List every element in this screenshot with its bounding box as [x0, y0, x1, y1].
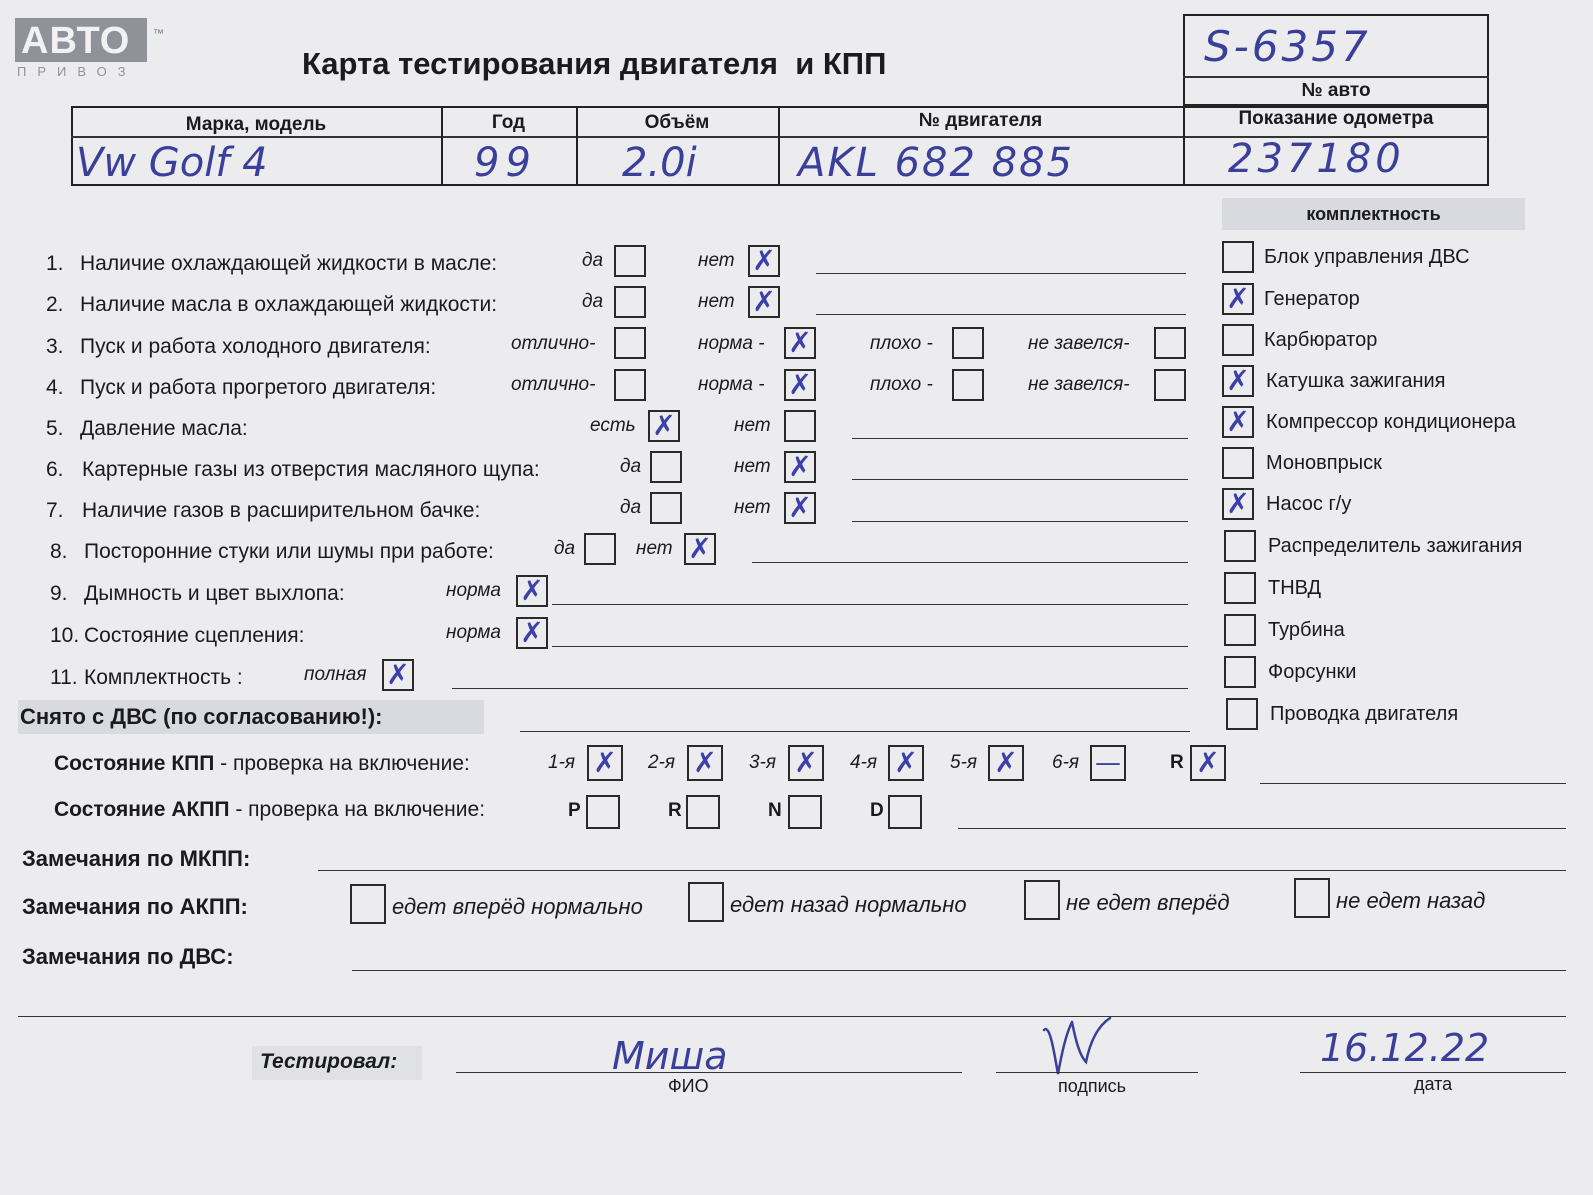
logo-tm: ™	[153, 28, 164, 40]
option-label: да	[554, 538, 576, 559]
checkbox-no-start[interactable]	[1154, 327, 1186, 359]
checkbox-no-start[interactable]	[1154, 369, 1186, 401]
completeness-item: Моновпрыск	[1266, 452, 1382, 474]
checkbox-net[interactable]	[784, 492, 816, 524]
completeness-item: Генератор	[1264, 288, 1360, 310]
check-text: Состояние сцепления:	[84, 624, 305, 647]
check-text: Пуск и работа прогретого двигателя:	[80, 376, 437, 399]
checkbox-yes[interactable]	[648, 410, 680, 442]
volume-label: Объём	[644, 112, 710, 133]
check-number: 8.	[50, 540, 68, 563]
akpp-option-label: не едет назад	[1336, 888, 1486, 913]
check-text: Картерные газы из отверстия масляного щупа:	[82, 458, 540, 481]
odometer-value: 237180	[1228, 136, 1405, 182]
check-number: 10.	[50, 624, 80, 647]
logo-sub: ПРИВОЗ	[17, 64, 137, 79]
check-number: 4.	[46, 376, 64, 399]
completeness-checkbox[interactable]	[1222, 488, 1254, 520]
completeness-item: Проводка двигателя	[1270, 703, 1459, 725]
check-text: Наличие газов в расширительном бачке:	[82, 499, 481, 522]
completeness-checkbox[interactable]	[1222, 406, 1254, 438]
x-mark-icon: ✗	[788, 450, 812, 483]
option-label: отлично-	[511, 374, 596, 395]
x-mark-icon: ✗	[788, 491, 812, 524]
completeness-checkbox[interactable]	[1224, 572, 1256, 604]
checkbox-da[interactable]	[614, 286, 646, 318]
odometer-label: Показание одометра	[1238, 108, 1434, 129]
logo-main: АВТО	[21, 20, 131, 62]
checkbox-da[interactable]	[614, 245, 646, 277]
option-label: да	[620, 456, 642, 477]
mkpp-label-rest: - проверка на включение:	[214, 752, 470, 775]
checkbox-full[interactable]	[382, 659, 414, 691]
car-number-value: S-6357	[1204, 22, 1371, 71]
akpp-option-label: едет вперёд нормально	[392, 894, 643, 919]
mode-label: N	[768, 800, 782, 821]
option-label: нет	[698, 291, 735, 312]
check-number: 11.	[50, 666, 78, 689]
checkbox-net[interactable]	[684, 533, 716, 565]
gear-label: 4-я	[850, 752, 878, 773]
completeness-checkbox[interactable]	[1222, 447, 1254, 479]
mode-label: R	[668, 800, 682, 821]
gear-6-checkbox[interactable]	[1090, 745, 1126, 781]
x-mark-icon: ✗	[1226, 282, 1250, 315]
completeness-item: Турбина	[1268, 619, 1345, 641]
mode-label: D	[870, 800, 884, 821]
check-text: Пуск и работа холодного двигателя:	[80, 335, 431, 358]
checkbox-net[interactable]	[748, 245, 780, 277]
option-label: плохо -	[870, 333, 933, 354]
x-mark-icon: ✗	[1196, 746, 1220, 779]
completeness-item: Насос г/у	[1266, 493, 1352, 515]
x-mark-icon: ✗	[593, 746, 617, 779]
check-text: Наличие масла в охлаждающей жидкости:	[80, 293, 498, 316]
akpp-option-label: не едет вперёд	[1066, 890, 1230, 915]
remarks-dvs-label: Замечания по ДВС:	[22, 944, 234, 969]
akpp-no-back-checkbox[interactable]	[1294, 878, 1330, 918]
checkbox-excellent[interactable]	[614, 369, 646, 401]
gear-4-checkbox[interactable]	[888, 745, 924, 781]
checkbox-normal[interactable]	[516, 617, 548, 649]
mode-n-checkbox[interactable]	[788, 795, 822, 829]
check-number: 6.	[46, 458, 64, 481]
checkbox-da[interactable]	[584, 533, 616, 565]
mode-d-checkbox[interactable]	[888, 795, 922, 829]
option-label: не завелся-	[1028, 333, 1130, 354]
akpp-label-rest: - проверка на включение:	[229, 798, 486, 821]
mode-r-checkbox[interactable]	[686, 795, 720, 829]
completeness-checkbox[interactable]	[1222, 365, 1254, 397]
checkbox-normal[interactable]	[516, 575, 548, 607]
gear-label: 1-я	[548, 752, 576, 773]
gear-label: R	[1170, 752, 1184, 773]
completeness-item: Компрессор кондиционера	[1266, 411, 1516, 433]
year-value: 99	[474, 140, 537, 186]
option-label: норма -	[698, 374, 765, 395]
volume-value: 2.0i	[622, 140, 697, 186]
year-label: Год	[491, 112, 526, 133]
completeness-item: Катушка зажигания	[1266, 370, 1446, 392]
x-mark-icon: ✗	[1226, 487, 1250, 520]
option-label: да	[620, 497, 642, 518]
check-number: 9.	[50, 582, 68, 605]
checkbox-excellent[interactable]	[614, 327, 646, 359]
x-mark-icon: ✗	[894, 746, 918, 779]
remarks-mkpp-label: Замечания по МКПП:	[22, 846, 251, 871]
option-label: норма	[446, 580, 501, 601]
x-mark-icon: ✗	[994, 746, 1018, 779]
fio-label: ФИО	[668, 1076, 709, 1096]
x-mark-icon: ✗	[788, 368, 812, 401]
option-label: нет	[734, 497, 771, 518]
checkbox-bad[interactable]	[952, 327, 984, 359]
checkbox-da[interactable]	[650, 492, 682, 524]
option-label: полная	[304, 664, 367, 685]
engine-no-label: № двигателя	[918, 110, 1043, 131]
completeness-item: ТНВД	[1268, 577, 1322, 599]
option-label: да	[582, 291, 604, 312]
completeness-item: Распределитель зажигания	[1268, 535, 1523, 557]
checkbox-normal[interactable]	[784, 369, 816, 401]
gear-1-checkbox[interactable]	[587, 745, 623, 781]
option-label: нет	[636, 538, 673, 559]
gear-label: 2-я	[648, 752, 676, 773]
check-text: Давление масла:	[80, 417, 248, 440]
option-label: норма	[446, 622, 501, 643]
akpp-label	[54, 798, 485, 822]
gear-label: 6-я	[1052, 752, 1080, 773]
completeness-title: комплектность	[1306, 204, 1441, 224]
completeness-item: Форсунки	[1268, 661, 1357, 683]
checkbox-net[interactable]	[784, 451, 816, 483]
completeness-item: Блок управления ДВС	[1264, 246, 1470, 268]
mkpp-label	[54, 752, 470, 776]
logo	[15, 18, 164, 80]
x-mark-icon: ✗	[1226, 364, 1250, 397]
completeness-checkbox[interactable]	[1222, 324, 1254, 356]
check-number: 5.	[46, 417, 64, 440]
mode-p-checkbox[interactable]	[586, 795, 620, 829]
check-number: 7.	[46, 499, 64, 522]
x-mark-icon: ✗	[752, 244, 776, 277]
completeness-checkbox[interactable]	[1226, 698, 1258, 730]
option-label: не завелся-	[1028, 374, 1130, 395]
option-label: нет	[734, 456, 771, 477]
option-label: норма -	[698, 333, 765, 354]
checkbox-da[interactable]	[650, 451, 682, 483]
make-label: Марка, модель	[185, 114, 327, 135]
date-label: дата	[1414, 1074, 1453, 1094]
checkbox-no[interactable]	[784, 410, 816, 442]
fio-value: Миша	[612, 1034, 728, 1078]
check-text: Наличие охлаждающей жидкости в масле:	[80, 252, 498, 275]
checkbox-net[interactable]	[748, 286, 780, 318]
x-mark-icon: ✗	[693, 746, 717, 779]
option-label: есть	[590, 415, 636, 436]
signature-label: подпись	[1058, 1076, 1127, 1096]
akpp-back-ok-checkbox[interactable]	[688, 882, 724, 922]
akpp-option-label: едет назад нормально	[730, 892, 967, 917]
completeness-checkbox[interactable]	[1222, 241, 1254, 273]
check-text: Дымность и цвет выхлопа:	[84, 582, 345, 605]
option-label: нет	[734, 415, 771, 436]
check-text: Посторонние стуки или шумы при работе:	[84, 540, 494, 563]
mkpp-label-bold: Состояние КПП	[54, 752, 215, 775]
removed-label: Снято с ДВС (по согласованию!):	[20, 704, 383, 729]
mode-label: P	[568, 800, 581, 821]
option-label: нет	[698, 250, 735, 271]
dash-mark-icon: —	[1095, 748, 1121, 778]
x-mark-icon: ✗	[1226, 405, 1250, 438]
check-number: 3.	[46, 335, 64, 358]
page-title: Карта тестирования двигателя и КПП	[302, 46, 887, 81]
check-number: 2.	[46, 293, 64, 316]
make-value: Vw Golf 4	[76, 140, 268, 186]
akpp-forward-ok-checkbox[interactable]	[350, 884, 386, 924]
date-value: 16.12.22	[1320, 1026, 1490, 1070]
x-mark-icon: ✗	[688, 532, 712, 565]
x-mark-icon: ✗	[652, 409, 676, 442]
car-number-label: № авто	[1301, 80, 1371, 101]
remarks-akpp-label: Замечания по АКПП:	[22, 894, 248, 919]
gear-label: 5-я	[950, 752, 978, 773]
gear-3-checkbox[interactable]	[788, 745, 824, 781]
gear-2-checkbox[interactable]	[687, 745, 723, 781]
completeness-checkbox[interactable]	[1224, 656, 1256, 688]
completeness-checkbox[interactable]	[1222, 283, 1254, 315]
option-label: отлично-	[511, 333, 596, 354]
option-label: плохо -	[870, 374, 933, 395]
option-label: да	[582, 250, 604, 271]
completeness-checkbox[interactable]	[1224, 530, 1256, 562]
checkbox-normal[interactable]	[784, 327, 816, 359]
check-number: 1.	[46, 252, 64, 275]
x-mark-icon: ✗	[794, 746, 818, 779]
x-mark-icon: ✗	[520, 574, 544, 607]
gear-r-checkbox[interactable]	[1190, 745, 1226, 781]
gear-label: 3-я	[749, 752, 777, 773]
gear-5-checkbox[interactable]	[988, 745, 1024, 781]
x-mark-icon: ✗	[386, 658, 410, 691]
engine-no-value: AKL 682 885	[798, 140, 1075, 186]
x-mark-icon: ✗	[752, 285, 776, 318]
akpp-no-forward-checkbox[interactable]	[1024, 880, 1060, 920]
tested-label: Тестировал:	[260, 1050, 398, 1073]
x-mark-icon: ✗	[788, 326, 812, 359]
check-text: Комплектность :	[84, 666, 243, 689]
completeness-checkbox[interactable]	[1224, 614, 1256, 646]
akpp-label-bold: Состояние АКПП	[54, 798, 230, 821]
x-mark-icon: ✗	[520, 616, 544, 649]
checkbox-bad[interactable]	[952, 369, 984, 401]
completeness-item: Карбюратор	[1264, 329, 1378, 351]
